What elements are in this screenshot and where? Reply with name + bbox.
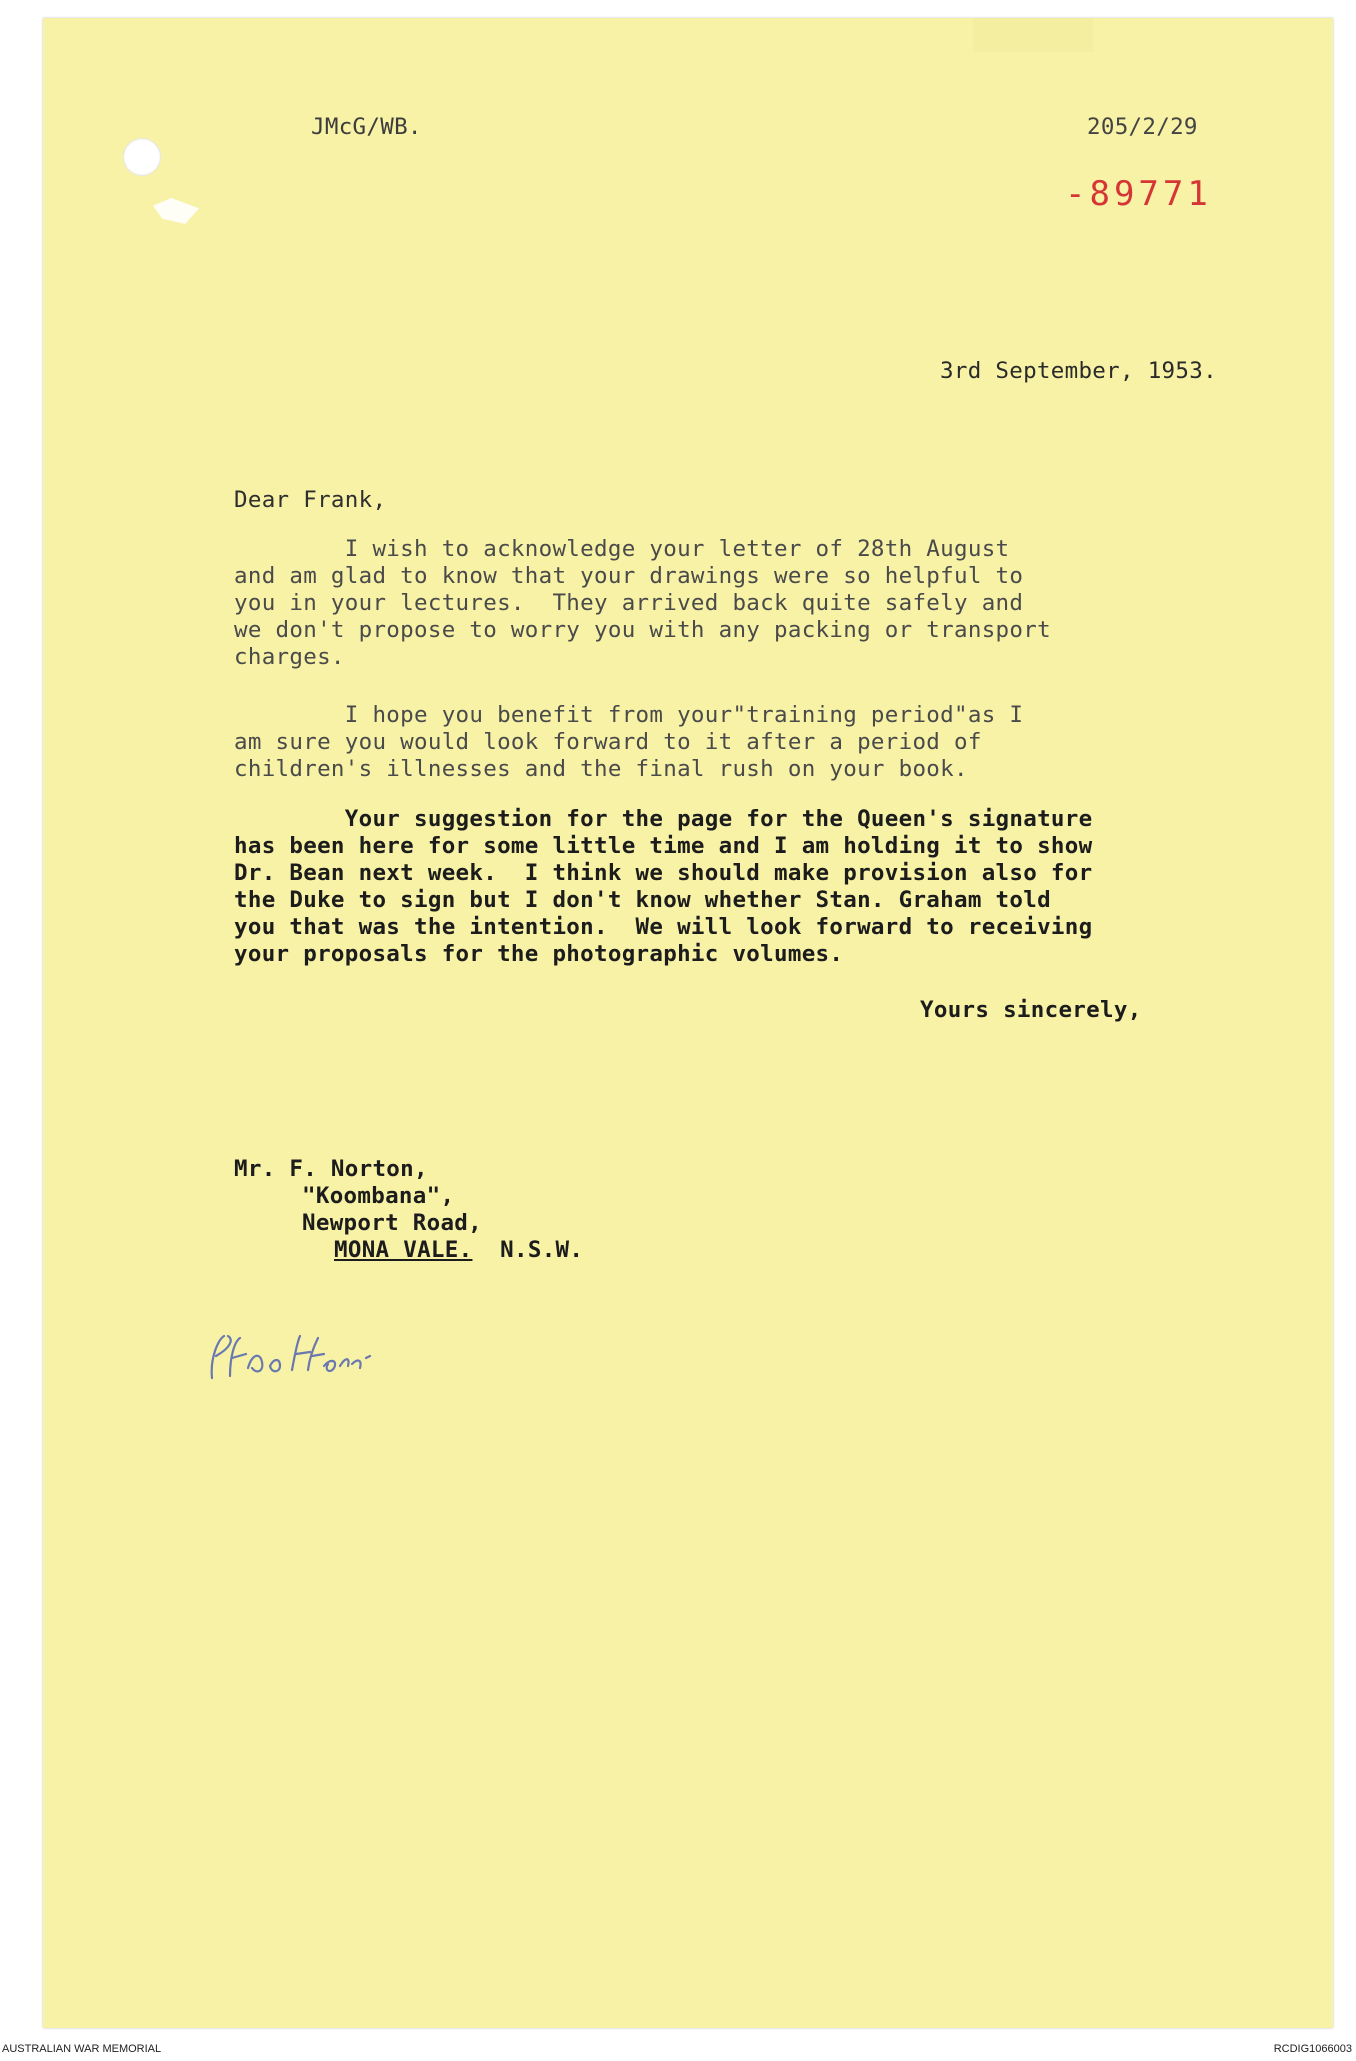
letter-date: 3rd September, 1953. [940, 358, 1217, 384]
paragraph-line: and am glad to know that your drawings were so helpful to [234, 563, 1024, 589]
paragraph-line: I wish to acknowledge your letter of 28th August [234, 536, 1010, 562]
address-street [234, 1210, 583, 1237]
address-state: N.S.W. [500, 1237, 584, 1263]
paragraph-line: Your suggestion for the page for the Queen's signature [234, 806, 1093, 832]
paragraph-line: am sure you would look forward to it after a period of [234, 729, 982, 755]
paragraph-line: we don't propose to worry you with any packing or transport [234, 617, 1051, 643]
punch-hole [123, 138, 161, 176]
footer-id: RCDIG1066003 [1273, 2043, 1352, 2055]
paragraph-line: charges. [234, 644, 345, 670]
address-house: "Koombana", [302, 1183, 455, 1209]
paragraph-line: you that was the intention. We will look forward to receiving [234, 914, 1093, 940]
address-city-line [234, 1237, 583, 1264]
torn-edge [973, 18, 1093, 52]
paragraph-line: Dr. Bean next week. I think we should make provision also for [234, 860, 1093, 886]
paragraph-line: has been here for some little time and I am holding it to show [234, 833, 1093, 859]
stamped-number: -89771 [1065, 174, 1212, 214]
address-street-text: Newport Road, [302, 1210, 482, 1236]
recipient-address [234, 1156, 583, 1264]
file-reference: 205/2/29 [1087, 114, 1198, 140]
paragraph-line: your proposals for the photographic volumes. [234, 941, 844, 967]
closing: Yours sincerely, [920, 997, 1142, 1023]
address-town: MONA VALE. [334, 1237, 473, 1263]
paragraph-3 [234, 806, 1294, 968]
footer-source: AUSTRALIAN WAR MEMORIAL [2, 2043, 162, 2055]
paragraph-1 [234, 536, 1294, 671]
paragraph-2 [234, 702, 1294, 783]
salutation: Dear Frank, [234, 487, 387, 513]
paragraph-line: the Duke to sign but I don't know whether Stan. Graham told [234, 887, 1051, 913]
reference-initials: JMcG/WB. [311, 114, 422, 140]
paragraph-line: children's illnesses and the final rush on your book. [234, 756, 968, 782]
paragraph-line: you in your lectures. They arrived back quite safely and [234, 590, 1024, 616]
paragraph-line: I hope you benefit from your"training period"as I [234, 702, 1024, 728]
handwritten-note [200, 1318, 400, 1388]
address-name: Mr. F. Norton, [234, 1156, 428, 1182]
